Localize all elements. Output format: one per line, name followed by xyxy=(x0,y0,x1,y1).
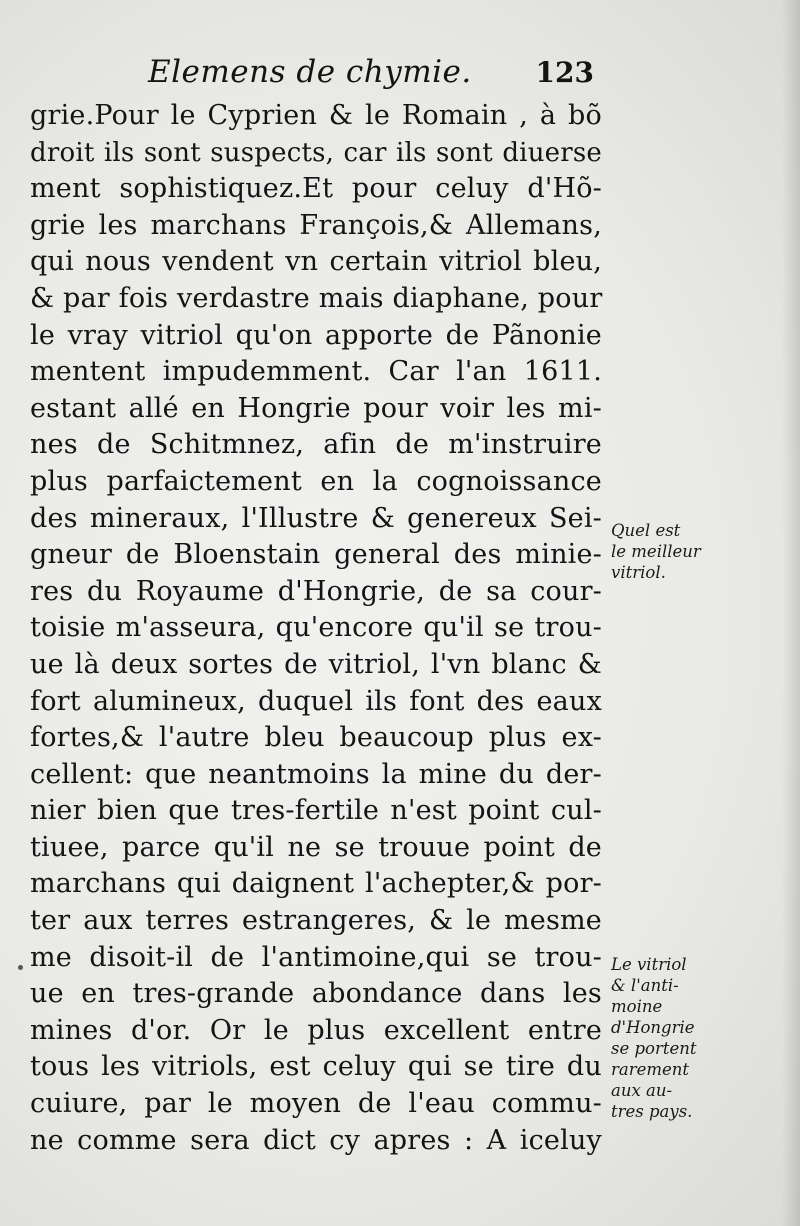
text-line: mentent impudemment. Car l'an 1611. xyxy=(30,356,602,388)
text-line: ue en tres-grande abondance dans les xyxy=(30,978,602,1010)
text-line: tous les vitriols, est celuy qui se tire du xyxy=(30,1051,602,1083)
margin-note-line: & l'anti- xyxy=(611,976,679,995)
text-line: nier bien que tres-fertile n'est point cul- xyxy=(30,795,602,827)
page-edge-shadow xyxy=(782,0,800,1226)
text-line: marchans qui daignent l'achepter,& por- xyxy=(30,868,602,900)
text-line: ter aux terres estrangeres, & le mesme xyxy=(30,905,602,937)
text-line: qui nous vendent vn certain vitriol bleu, xyxy=(30,246,602,278)
text-line: ne comme sera dict cy apres : A iceluy xyxy=(30,1124,602,1156)
text-line: grie.Pour le Cyprien & le Romain , à bõ xyxy=(30,100,602,131)
text-line: gneur de Bloenstain general des minie- xyxy=(30,539,602,571)
margin-note-line: se portent xyxy=(611,1039,697,1058)
margin-note-line: Le vitriol xyxy=(611,955,687,974)
margin-note-line: moine xyxy=(611,997,663,1016)
text-line: plus parfaictement en la cognoissance xyxy=(30,465,602,497)
text-line: toisie m'asseura, qu'encore qu'il se trou- xyxy=(30,612,602,644)
margin-note-line: le meilleur xyxy=(611,542,701,561)
text-line: tiuee, parce qu'il ne se trouue point de xyxy=(30,831,602,863)
text-line: res du Royaume d'Hongrie, de sa cour- xyxy=(30,575,602,607)
text-line: ment sophistiquez.Et pour celuy d'Hõ- xyxy=(30,173,602,205)
text-line: droit ils sont suspects, car ils sont diuerse xyxy=(30,137,602,168)
margin-note-line: d'Hongrie xyxy=(611,1018,695,1037)
running-title: Elemens de chymie. xyxy=(148,54,472,90)
margin-note-line: vitriol. xyxy=(611,563,666,582)
text-line: cuiure, par le moyen de l'eau commu- xyxy=(30,1088,602,1120)
text-line: estant allé en Hongrie pour voir les mi- xyxy=(30,392,602,424)
body-text xyxy=(30,98,602,1159)
margin-note-best-vitriol xyxy=(611,520,701,583)
text-line: grie les marchans François,& Allemans, xyxy=(30,209,602,241)
margin-note-line: aux au- xyxy=(611,1081,673,1100)
margin-note-hungary xyxy=(611,954,697,1122)
margin-note-line: rarement xyxy=(611,1060,690,1079)
margin-note-line: tres pays. xyxy=(611,1102,693,1121)
text-line: mines d'or. Or le plus excellent entre xyxy=(30,1014,602,1046)
text-line: fortes,& l'autre bleu beaucoup plus ex- xyxy=(30,722,602,754)
text-line: ue là deux sortes de vitriol, l'vn blanc & xyxy=(30,648,602,680)
ink-spot xyxy=(18,965,23,970)
page-header xyxy=(148,54,608,94)
text-line: nes de Schitmnez, afin de m'instruire xyxy=(30,429,602,461)
text-line: fort alumineux, duquel ils font des eaux xyxy=(30,685,602,717)
text-line: me disoit-il de l'antimoine,qui se trou- xyxy=(30,941,602,973)
page-number: 123 xyxy=(535,56,594,89)
text-line: le vray vitriol qu'on apporte de Pãnonie xyxy=(30,319,602,351)
text-line: cellent: que neantmoins la mine du der- xyxy=(30,758,602,790)
text-line: des mineraux, l'Illustre & genereux Sei- xyxy=(30,502,602,534)
margin-note-line: Quel est xyxy=(611,521,681,540)
text-line: & par fois verdastre mais diaphane, pour xyxy=(30,282,603,314)
